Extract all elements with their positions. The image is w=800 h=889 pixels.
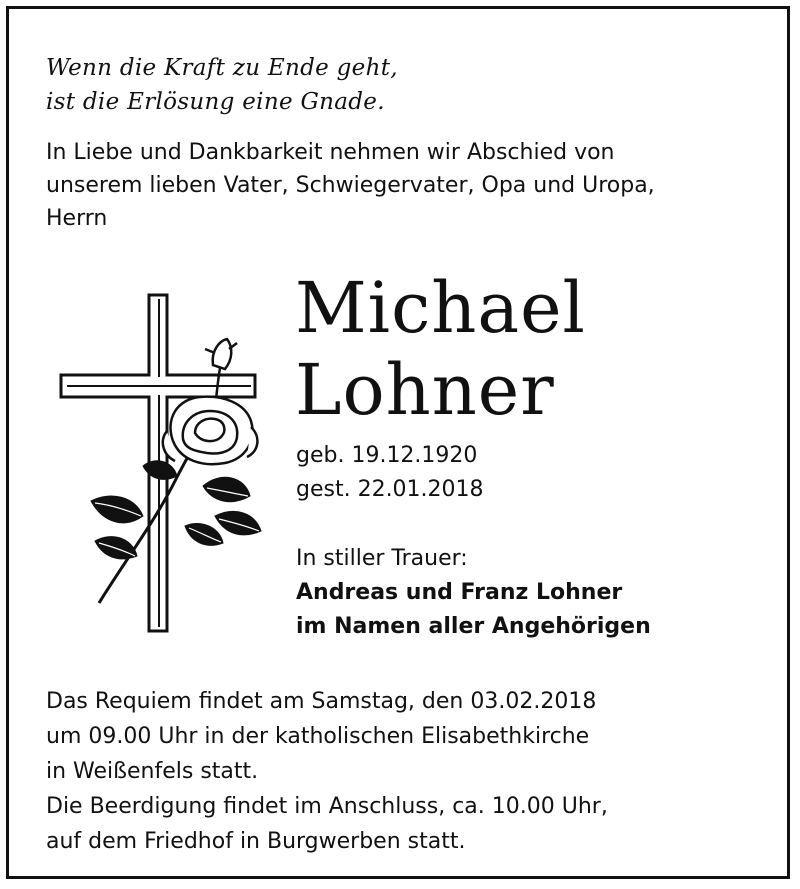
service-line-2: um 09.00 Uhr in der katholischen Elisabethkirche [46,724,590,749]
mourners-relatives: im Namen aller Angehörigen [296,614,651,639]
mourners-block [296,542,756,644]
last-name: Lohner [295,349,555,431]
service-line-4: Die Beerdigung findet im Anschluss, ca. 10.00 Uhr, [46,794,608,819]
death-date: gest. 22.01.2018 [296,477,484,502]
life-dates [296,439,696,507]
deceased-name [295,267,775,431]
first-name: Michael [295,267,586,349]
intro-line-3: Herrn [46,206,108,231]
intro-line-2: unserem lieben Vater, Schwiegervater, Opa und Uropa, [46,173,655,198]
service-line-3: in Weißenfels statt. [46,759,259,784]
mourners-names: Andreas und Franz Lohner [296,580,623,605]
intro-line-1: In Liebe und Dankbarkeit nehmen wir Abschied von [46,140,615,165]
mourners-heading: In stiller Trauer: [296,546,468,571]
obituary-notice [6,6,790,879]
farewell-intro [46,136,766,235]
memorial-quote [46,51,766,119]
service-line-1: Das Requiem findet am Samstag, den 03.02.2018 [46,689,597,714]
quote-line-1: Wenn die Kraft zu Ende geht, [46,55,398,81]
cross-with-rose-icon [55,291,275,646]
quote-line-2: ist die Erlösung eine Gnade. [46,89,385,115]
service-line-5: auf dem Friedhof in Burgwerben statt. [46,829,466,854]
service-details [46,684,776,859]
birth-date: geb. 19.12.1920 [296,443,478,468]
